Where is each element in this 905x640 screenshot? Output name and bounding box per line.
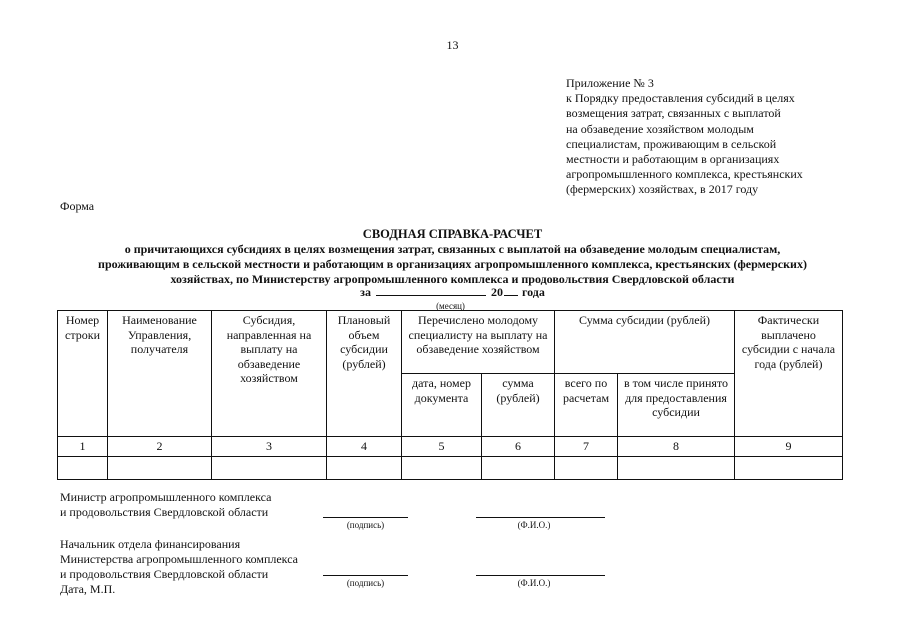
table-cell: [108, 457, 212, 480]
column-number: 4: [327, 437, 402, 457]
table-cell: [618, 457, 735, 480]
column-number: 6: [482, 437, 555, 457]
column-number: 3: [212, 437, 327, 457]
minister-name-caption: (Ф.И.О.): [517, 520, 551, 530]
header-subsidy-total: всего по расчетам: [555, 374, 618, 437]
report-period: [40, 284, 865, 300]
year-blank: [504, 284, 518, 296]
appendix-line: Приложение № 3: [566, 76, 654, 90]
minister-block: [60, 490, 271, 520]
head-name-line: [476, 575, 605, 576]
head-line: Начальник отдела финансирования: [60, 537, 241, 551]
minister-name-line: [476, 517, 605, 518]
header-transferred-doc: дата, номер документа: [402, 374, 482, 437]
head-signature-line: [323, 575, 408, 576]
subtitle-line: о причитающихся субсидиях в целях возмещения затрат, связанных с выплатой на обзаведение молодым специалистам,: [124, 242, 781, 256]
appendix-line: к Порядку предоставления субсидий в целях: [566, 91, 795, 106]
head-signature-caption: (подпись): [346, 578, 385, 588]
minister-signature-line: [323, 517, 408, 518]
column-number-row: [58, 437, 843, 457]
table-cell: [555, 457, 618, 480]
table-cell: [482, 457, 555, 480]
subtitle-line: хозяйствах, по Министерству агропромышленного комплекса и продовольствия Свердловской области: [170, 272, 735, 286]
summary-table: [57, 310, 843, 480]
year-suffix: года: [521, 285, 545, 299]
header-actually-paid: Фактически выплачено субсидии с начала года (рублей): [735, 311, 843, 437]
head-name-caption: (Ф.И.О.): [517, 578, 551, 588]
table-cell: [327, 457, 402, 480]
header-planned-volume: Плановый объем субсидии (рублей): [327, 311, 402, 437]
appendix-line: местности и работающим в организациях: [566, 152, 780, 167]
table-cell: [212, 457, 327, 480]
table-cell: [58, 457, 108, 480]
header-name: Наименование Управления, получателя: [108, 311, 212, 437]
document-title: СВОДНАЯ СПРАВКА-РАСЧЕТ: [362, 227, 543, 241]
head-line: и продовольствия Свердловской области: [60, 567, 269, 581]
year-prefix: 20: [490, 285, 503, 299]
month-blank: [376, 284, 486, 296]
header-subsidy-for-payment: Субсидия, направленная на выплату на обзаведение хозяйством: [212, 311, 327, 437]
appendix-line: специалистам, проживающим в сельской: [566, 136, 777, 151]
head-line: Министерства агропромышленного комплекса: [60, 552, 299, 566]
appendix-line: (фермерских) хозяйствах, в 2017 году: [566, 182, 759, 197]
form-label: Форма: [60, 199, 95, 213]
period-prefix: за: [360, 285, 371, 299]
appendix-note: [566, 76, 866, 198]
minister-line: Министр агропромышленного комплекса: [60, 490, 272, 504]
head-block: [60, 537, 298, 597]
header-subsidy-accepted: в том числе принято для предоставления субсидии: [618, 374, 735, 437]
page-number: 13: [446, 38, 459, 52]
header-transferred-group: Перечислено молодому специалисту на выплату на обзаведение хозяйством: [402, 311, 555, 374]
column-number: 8: [618, 437, 735, 457]
column-number: 9: [735, 437, 843, 457]
table-cell: [402, 457, 482, 480]
subtitle-line: проживающим в сельской местности и работающим в организациях агропромышленного комплекса, крестьянских (фермерских): [98, 257, 807, 271]
column-number: 7: [555, 437, 618, 457]
appendix-line: агропромышленного комплекса, крестьянских: [566, 167, 803, 182]
header-transferred-sum: сумма (рублей): [482, 374, 555, 437]
document-header: [40, 227, 865, 311]
table-row: [58, 457, 843, 480]
appendix-line: на обзаведение хозяйством молодым: [566, 121, 754, 136]
column-number: 2: [108, 437, 212, 457]
header-row-number: Номер строки: [58, 311, 108, 437]
table-cell: [735, 457, 843, 480]
appendix-line: возмещения затрат, связанных с выплатой: [566, 106, 781, 121]
column-number: 5: [402, 437, 482, 457]
minister-signature-caption: (подпись): [346, 520, 385, 530]
header-subsidy-sum-group: Сумма субсидии (рублей): [555, 311, 735, 374]
column-number: 1: [58, 437, 108, 457]
month-caption: (месяц): [436, 301, 465, 311]
date-stamp-label: Дата, М.П.: [60, 582, 116, 596]
minister-line: и продовольствия Свердловской области: [60, 505, 269, 519]
